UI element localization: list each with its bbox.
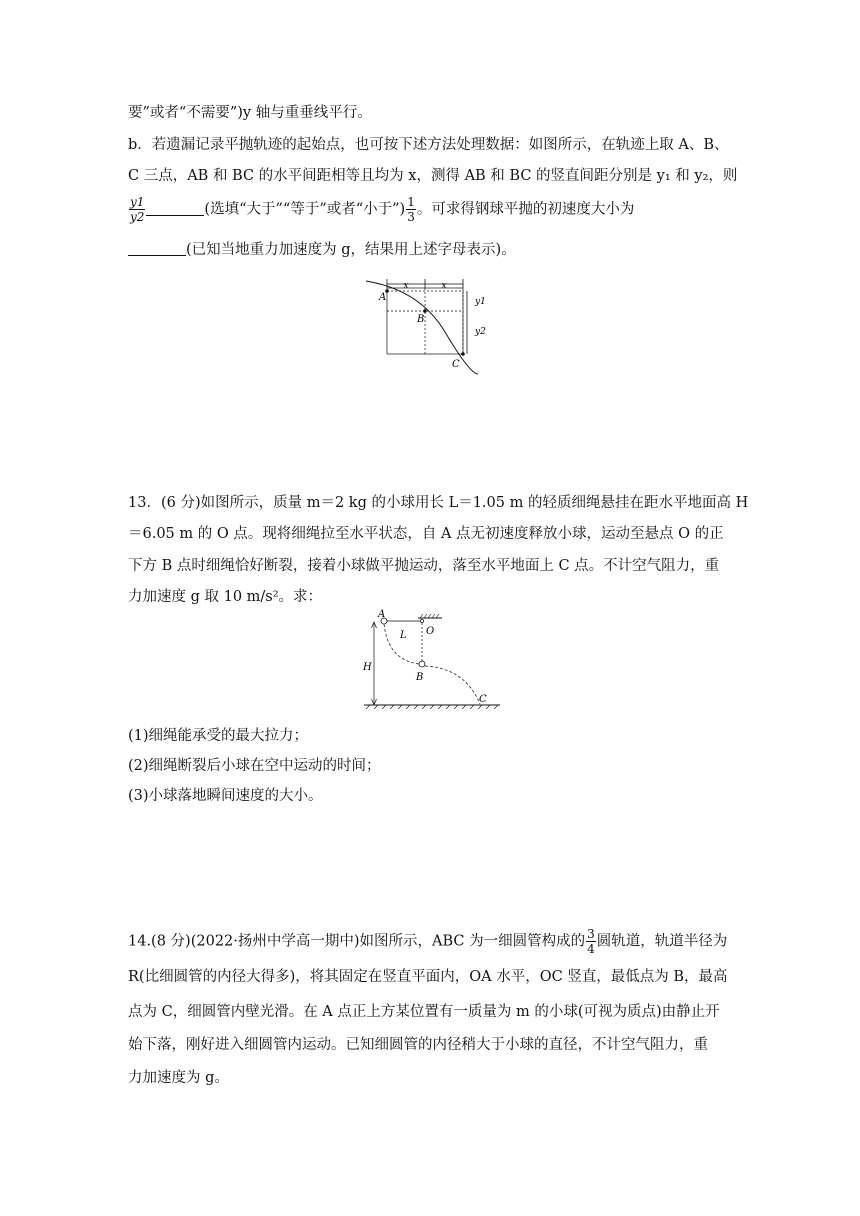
- choice-text: (选填“大于”“等于”或者“小于”): [204, 201, 406, 218]
- three-quarter-fraction: [586, 927, 596, 956]
- fig2-label-A: A: [378, 609, 386, 620]
- pendulum-figure: [360, 608, 506, 712]
- q14-frac-den: 4: [587, 942, 595, 956]
- q14-line5: 力加速度为 g。: [128, 1070, 229, 1086]
- ratio-denominator: y2: [130, 210, 145, 224]
- q12-b-line2: C 三点，AB 和 BC 的水平间距相等且均为 x，测得 AB 和 BC 的竖直间距分别是 y₁ 和 y₂，则: [128, 168, 738, 184]
- fig2-label-O: O: [426, 626, 435, 637]
- ratio-numerator: y1: [130, 195, 145, 209]
- q14-line4: 始下落，刚好进入细圆管内运动。已知细圆管的内径稍大于小球的直径，不计空气阻力，重: [128, 1037, 708, 1053]
- fig-label-A: A: [379, 292, 387, 303]
- ratio-fraction: [129, 195, 145, 224]
- fig-label-x1: x: [403, 281, 409, 291]
- q12-last-text: (已知当地重力加速度为 g，结果用上述字母表示)。: [186, 242, 516, 258]
- fig-label-C: C: [452, 359, 460, 370]
- q13-line2: ＝6.05 m 的 O 点。现将细绳拉至水平状态，自 A 点无初速度释放小球，运动至悬点 O 的正: [128, 526, 724, 542]
- q13-line4: 力加速度 g 取 10 m/s²。求：: [128, 589, 323, 605]
- q14-line3: 点为 C，细圆管内壁光滑。在 A 点正上方某位置有一质量为 m 的小球(可视为质点)由静止开: [128, 1004, 720, 1020]
- q14-frac-num: 3: [587, 927, 595, 941]
- q13-line1: 13．(6 分)如图所示，质量 m＝2 kg 的小球用长 L＝1.05 m 的轻质细绳悬挂在距水平地面高 H: [128, 495, 749, 511]
- q14-line1: [128, 927, 727, 956]
- fig2-label-L: L: [400, 630, 407, 641]
- fig2-label-B: B: [416, 672, 424, 683]
- q14-line1b: 圆轨道，轨道半径为: [596, 933, 728, 950]
- q13-line3: 下方 B 点时细绳恰好断裂，接着小球做平抛运动，落至水平地面上 C 点。不计空气阻力，重: [128, 558, 720, 574]
- velocity-prompt: 。可求得钢球平抛的初速度大小为: [416, 201, 635, 218]
- fig2-label-H: H: [363, 662, 372, 673]
- fig-label-x2: x: [441, 281, 447, 291]
- answer-blank-2[interactable]: [128, 241, 186, 256]
- fig2-label-C: C: [479, 694, 487, 705]
- fig-label-y1: y1: [475, 297, 486, 307]
- q14-line1a: 14.(8 分)(2022·扬州中学高一期中)如图所示，ABC 为一细圆管构成的: [128, 933, 586, 950]
- q12-b-line1: b．若遗漏记录平抛轨迹的起始点，也可按下述方法处理数据：如图所示，在轨迹上取 A、B、: [128, 137, 729, 153]
- fig-label-B: B: [417, 314, 425, 325]
- third-denominator: 3: [407, 210, 415, 224]
- q14-line2: R(比细圆管的内径大得多)，将其固定在竖直平面内，OA 水平，OC 竖直，最低点为 B，最高: [128, 969, 728, 985]
- q12-b-line3: [128, 195, 634, 224]
- answer-blank-1[interactable]: [146, 201, 204, 216]
- q12-last-line: [128, 240, 516, 260]
- fig-label-y2: y2: [475, 327, 486, 337]
- one-third-fraction: [406, 195, 416, 224]
- q12-line1: 要”或者“不需要”)y 轴与重垂线平行。: [128, 105, 372, 121]
- third-numerator: 1: [407, 195, 415, 209]
- q13-sub3: (3)小球落地瞬间速度的大小。: [128, 788, 323, 804]
- trajectory-grid-figure: [360, 270, 500, 380]
- q13-sub2: (2)细绳断裂后小球在空中运动的时间；: [128, 758, 381, 774]
- q13-sub1: (1)细绳能承受的最大拉力；: [128, 728, 309, 744]
